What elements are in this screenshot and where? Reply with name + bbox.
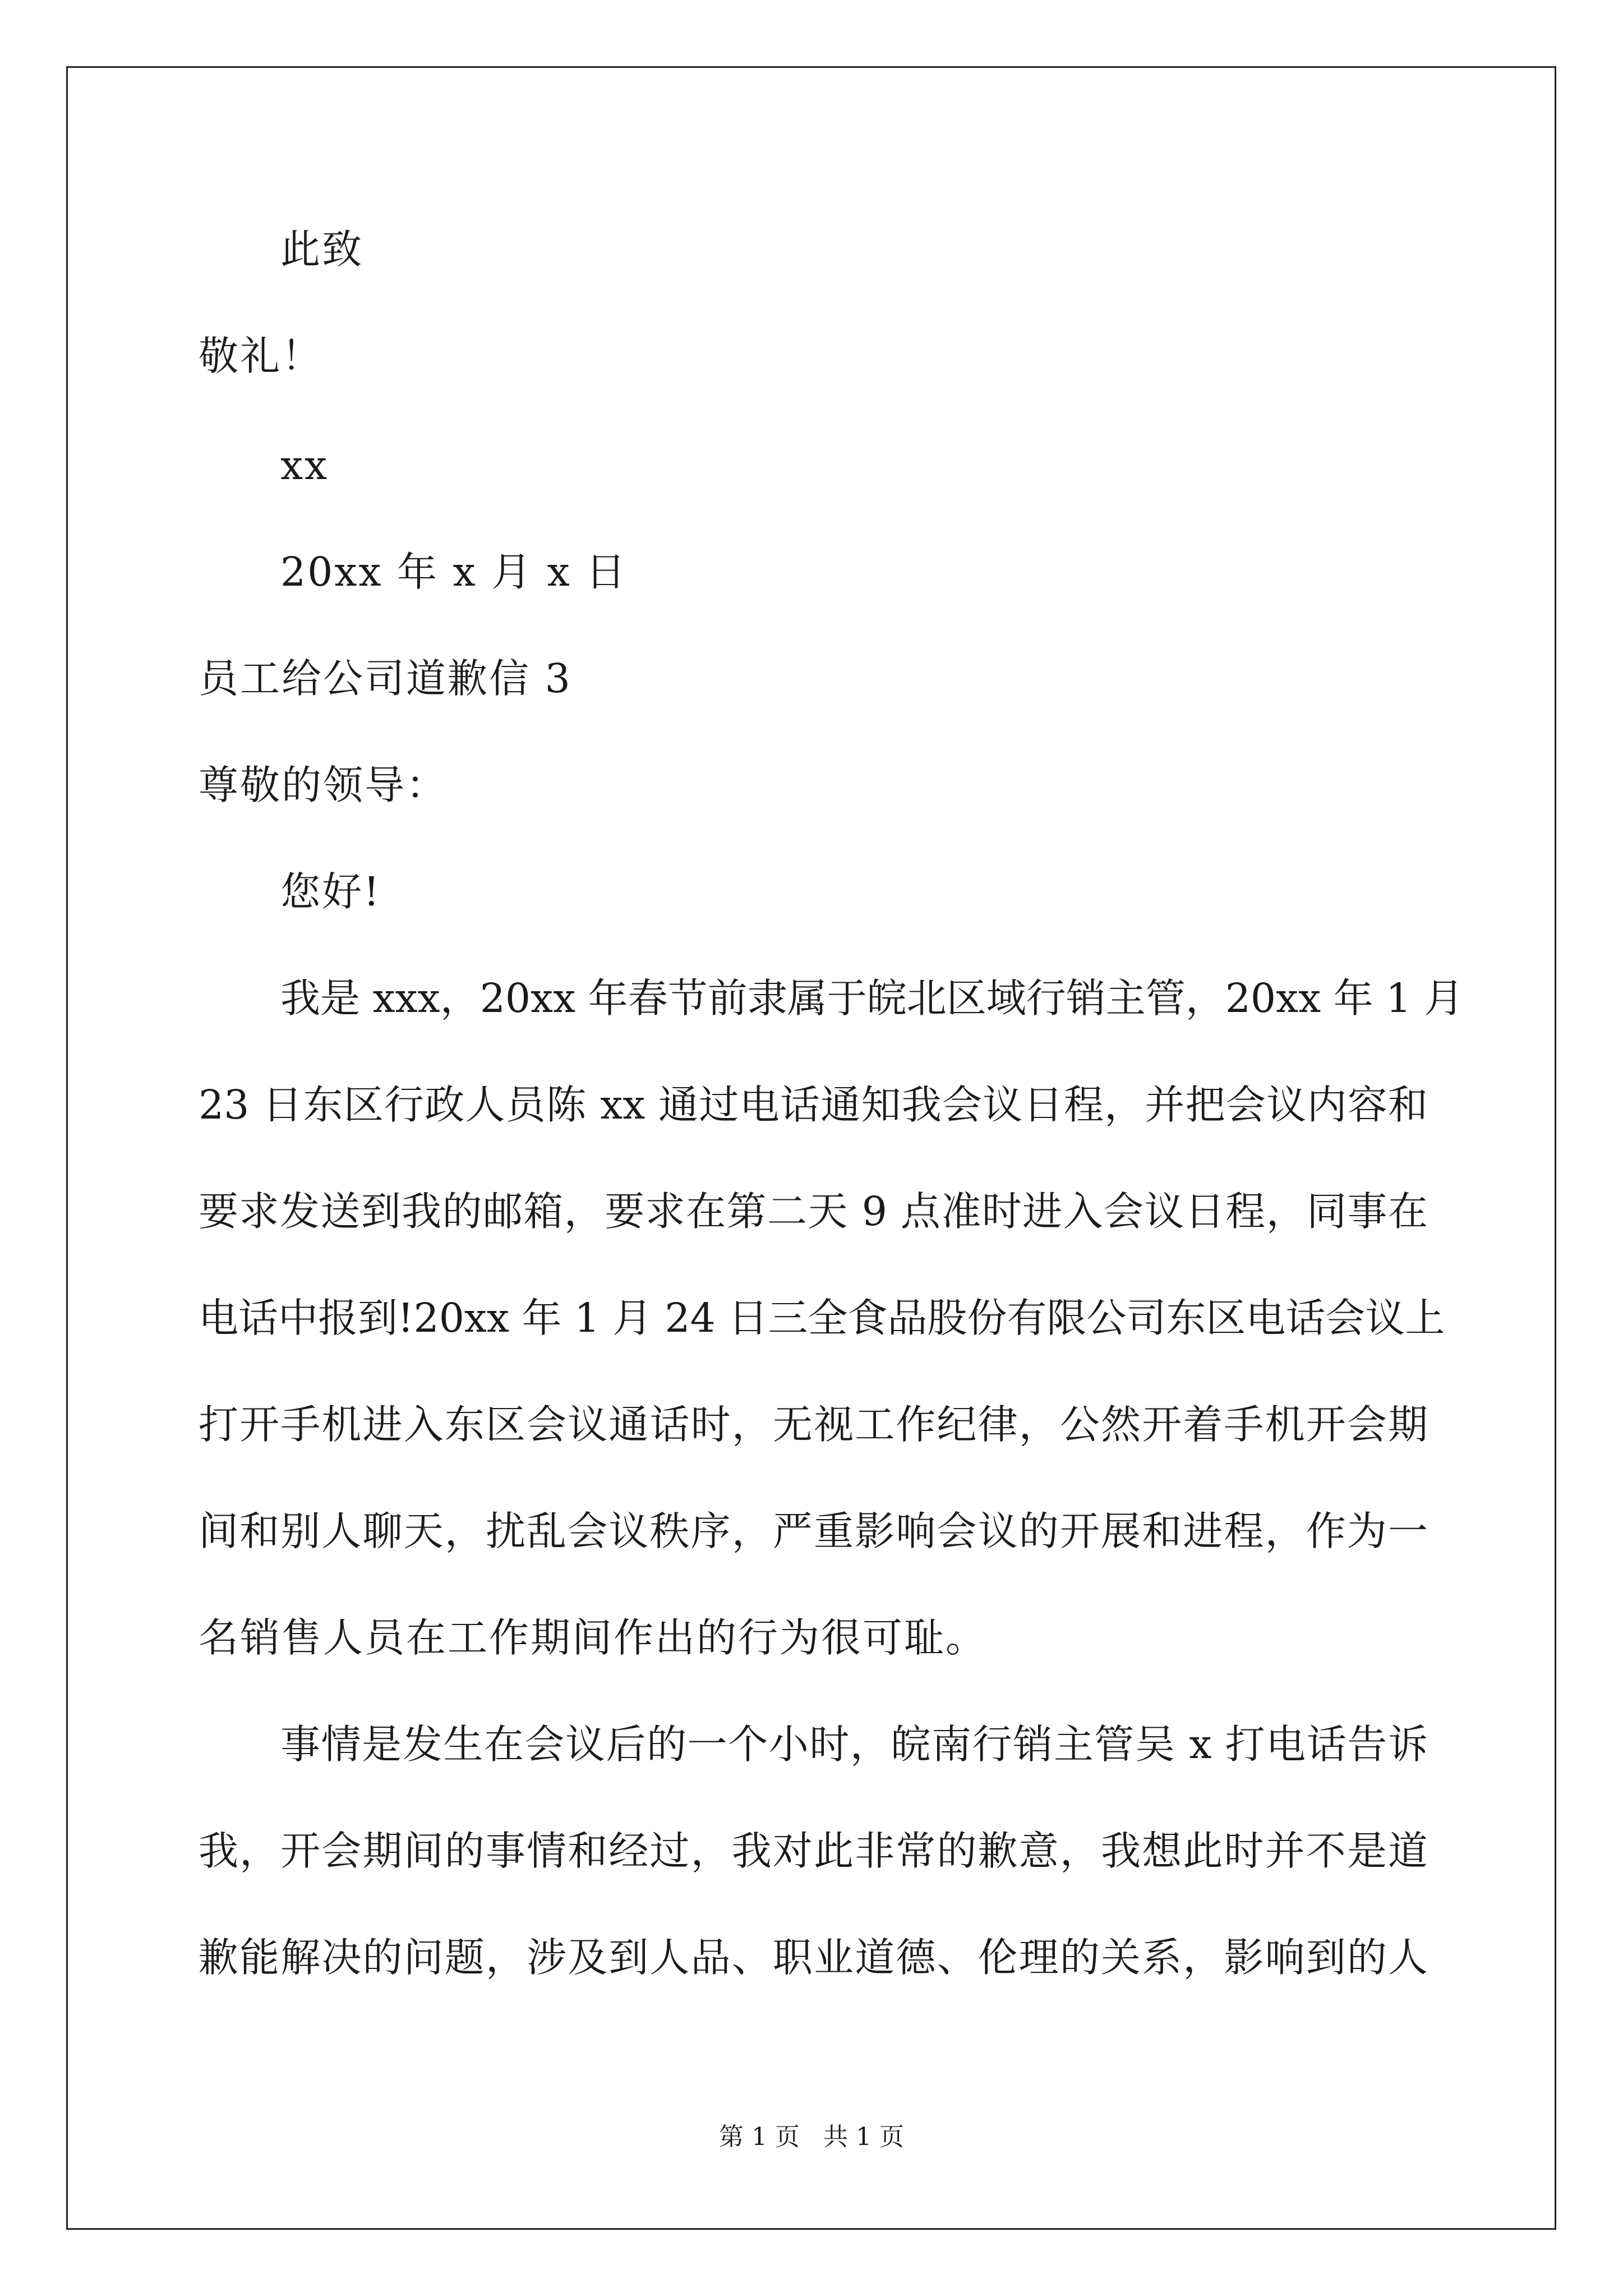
letter-salutation: 尊敬的领导：	[199, 762, 448, 808]
body-paragraph-2-line-3: 歉能解决的问题，涉及到人品、职业道德、伦理的关系，影响到的人	[199, 1934, 1428, 1981]
greeting-line: 您好!	[280, 868, 381, 915]
section-title: 员工给公司道歉信 3	[199, 655, 572, 702]
body-paragraph-2-line-2: 我，开会期间的事情和经过，我对此非常的歉意，我想此时并不是道	[199, 1828, 1428, 1874]
body-paragraph-1-line-4: 电话中报到!20xx 年 1 月 24 日三全食品股份有限公司东区电话会议上	[199, 1295, 1445, 1341]
body-paragraph-1-line-3: 要求发送到我的邮箱，要求在第二天 9 点准时进入会议日程，同事在	[199, 1188, 1428, 1235]
page-border	[66, 66, 1556, 2230]
body-paragraph-2-line-1: 事情是发生在会议后的一个小时，皖南行销主管吴 x 打电话告诉	[280, 1721, 1428, 1768]
body-paragraph-1-line-6: 间和别人聊天，扰乱会议秩序，严重影响会议的开展和进程，作为一	[199, 1508, 1428, 1554]
signature-date: 20xx 年 x 月 x 日	[280, 549, 628, 595]
body-paragraph-1-line-7: 名销售人员在工作期间作出的行为很可耻。	[199, 1614, 988, 1661]
page-number-footer: 第 1 页 共 1 页	[719, 2123, 904, 2151]
body-paragraph-1-line-5: 打开手机进入东区会议通话时，无视工作纪律，公然开着手机开会期	[199, 1401, 1428, 1448]
body-paragraph-1-line-2: 23 日东区行政人员陈 xx 通过电话通知我会议日程，并把会议内容和	[199, 1082, 1428, 1128]
salutation-regards: 敬礼！	[199, 333, 324, 379]
body-paragraph-1-line-1: 我是 xxx，20xx 年春节前隶属于皖北区域行销主管，20xx 年 1 月	[280, 975, 1464, 1022]
signature-name: xx	[280, 442, 329, 489]
closing-line: 此致	[280, 226, 364, 273]
